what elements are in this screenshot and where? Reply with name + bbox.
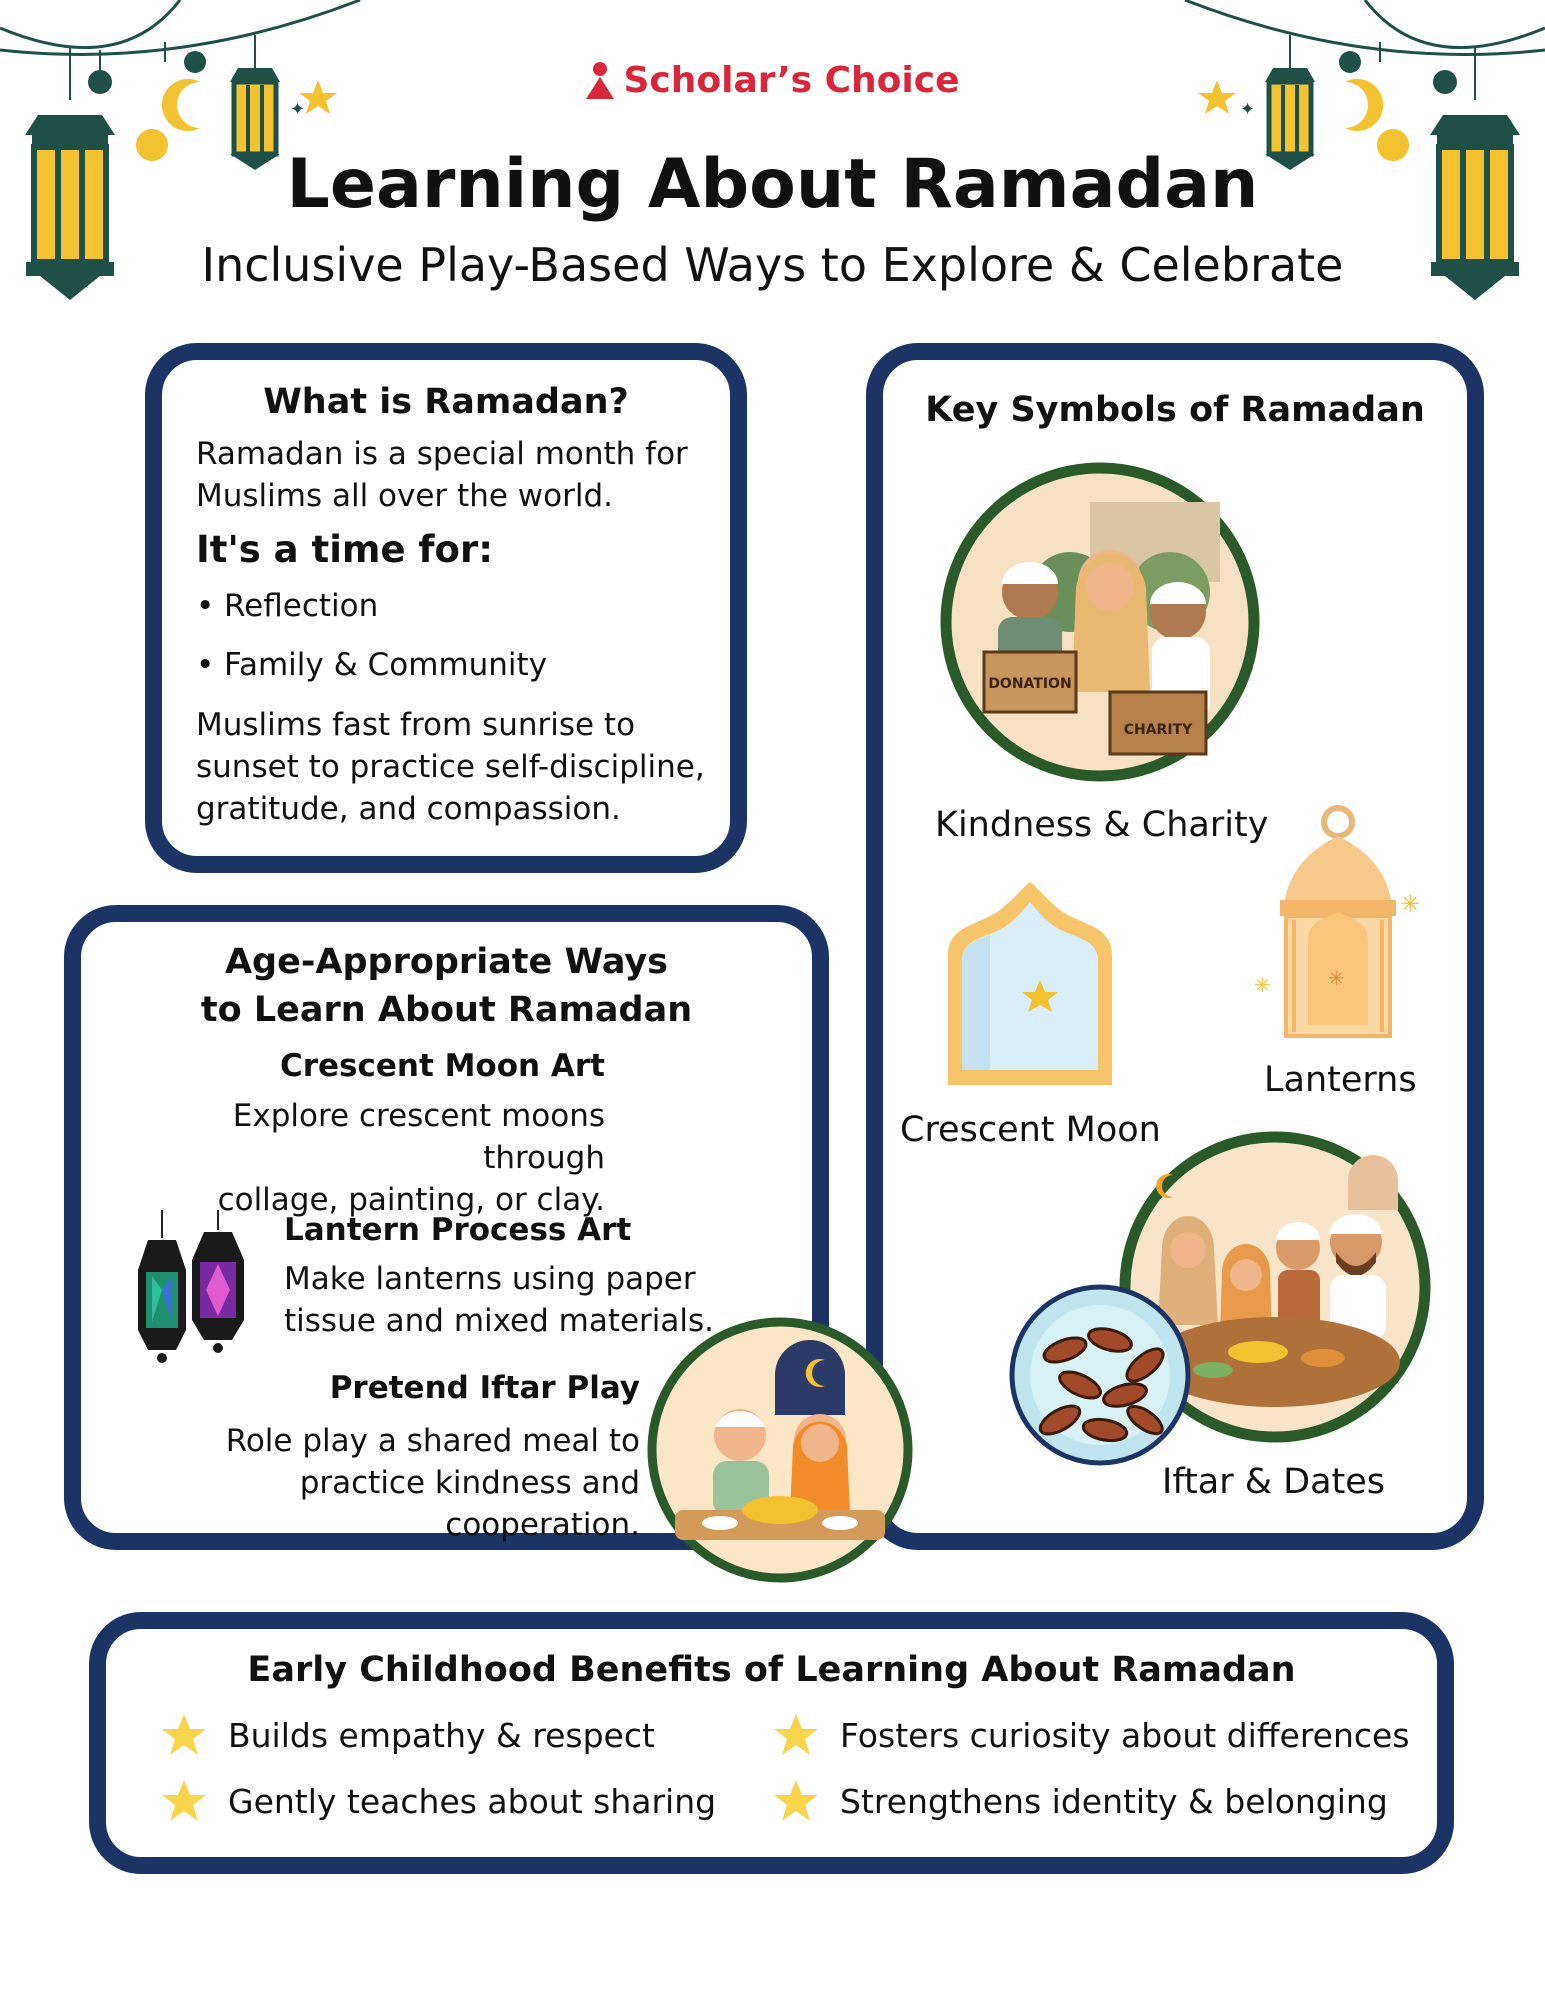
svg-text:✳: ✳ xyxy=(1328,966,1345,990)
symbol-label-crescent-moon: Crescent Moon xyxy=(900,1110,1161,1150)
what-is-ramadan-title: What is Ramadan? xyxy=(263,382,629,422)
benefit-item xyxy=(772,1778,1388,1824)
activity-desc-line: tissue and mixed materials. xyxy=(284,1303,715,1339)
fasting-description: Muslims fast from sunrise to sunset to practice self-discipline, gratitude, and compassion. xyxy=(196,707,705,827)
iftar-meal-illustration xyxy=(645,1315,915,1585)
what-is-ramadan-intro: Ramadan is a special month for Muslims all over the world. xyxy=(196,436,688,514)
benefit-text: Strengthens identity & belonging xyxy=(840,1781,1388,1821)
brand-name: Scholar’s Choice xyxy=(623,60,960,101)
list-item: • Family & Community xyxy=(196,644,547,686)
age-appropriate-title xyxy=(64,938,829,1034)
lantern-icon xyxy=(1250,800,1430,1045)
age-title-line-1: Age-Appropriate Ways xyxy=(224,942,669,982)
svg-text:✳: ✳ xyxy=(1400,890,1421,918)
benefit-text: Fosters curiosity about differences xyxy=(840,1715,1410,1755)
crescent-window-icon xyxy=(940,880,1120,1090)
activity-desc-line: practice kindness and cooperation. xyxy=(299,1465,640,1543)
svg-text:✳: ✳ xyxy=(1254,973,1271,997)
symbol-label-lanterns: Lanterns xyxy=(1264,1060,1417,1100)
star-icon xyxy=(160,1712,208,1758)
activity-desc-line: Make lanterns using paper xyxy=(284,1261,696,1297)
benefit-item xyxy=(160,1778,716,1824)
symbol-label-iftar-dates: Iftar & Dates xyxy=(1162,1462,1386,1502)
page-title: Learning About Ramadan xyxy=(286,145,1259,224)
age-title-line-2: to Learn About Ramadan xyxy=(200,990,693,1030)
brand-logo xyxy=(0,60,1545,101)
benefit-text: Builds empathy & respect xyxy=(228,1715,655,1755)
star-icon xyxy=(772,1712,820,1758)
star-icon xyxy=(772,1778,820,1824)
crescent-moon-icon xyxy=(620,1055,730,1180)
page-subtitle: Inclusive Play-Based Ways to Explore & Celebrate xyxy=(201,238,1344,292)
dates-plate-illustration xyxy=(1005,1280,1195,1470)
benefit-text: Gently teaches about sharing xyxy=(228,1781,717,1821)
activity-desc-line: collage, painting, or clay. xyxy=(217,1182,605,1218)
time-for-heading: It's a time for: xyxy=(196,528,493,571)
svg-text:DONATION: DONATION xyxy=(988,676,1072,692)
time-for-list xyxy=(196,585,547,703)
activity-title: Lantern Process Art xyxy=(284,1212,632,1248)
activity-title: Pretend Iftar Play xyxy=(329,1370,640,1406)
activity-title: Crescent Moon Art xyxy=(279,1048,605,1084)
benefit-item xyxy=(772,1712,1410,1758)
activity-desc-line: Role play a shared meal to xyxy=(225,1423,640,1459)
charity-illustration xyxy=(940,462,1260,782)
benefits-title: Early Childhood Benefits of Learning About Ramadan xyxy=(247,1650,1296,1690)
activity-description xyxy=(110,1095,605,1221)
activity-description xyxy=(100,1420,640,1546)
key-symbols-title: Key Symbols of Ramadan xyxy=(925,390,1425,430)
benefit-item xyxy=(160,1712,655,1758)
svg-text:✦: ✦ xyxy=(290,99,306,120)
star-icon xyxy=(160,1778,208,1824)
lantern-icon xyxy=(130,1210,260,1370)
brand-person-icon xyxy=(585,61,615,101)
activity-desc-line: Explore crescent moons through xyxy=(232,1098,605,1176)
svg-text:CHARITY: CHARITY xyxy=(1123,722,1193,738)
svg-text:✦: ✦ xyxy=(1240,99,1256,120)
list-item: • Reflection xyxy=(196,585,547,627)
symbol-label-kindness: Kindness & Charity xyxy=(935,805,1269,845)
